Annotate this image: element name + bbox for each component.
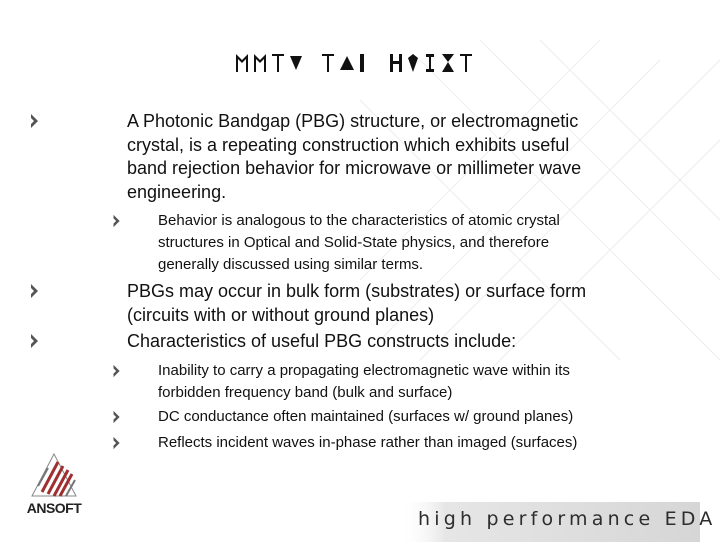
bullet-arrow-icon [112, 364, 122, 378]
bullet-text-line: PBGs may occur in bulk form (substrates) or surface form [127, 281, 587, 301]
bullet-text-line: Characteristics of useful PBG constructs include: [127, 331, 517, 351]
logo-mark-icon [14, 452, 94, 500]
bullet-text-line: Reflects incident waves in-phase rather than imaged (surfaces) [158, 434, 578, 451]
bullet-text-line: engineering. [127, 181, 227, 202]
bullet-text-line: crystal, is a repeating construction which exhibits useful [127, 134, 570, 155]
bullet-arrow-icon [30, 283, 40, 299]
ansoft-logo [14, 452, 94, 524]
footer-tagline: high performance EDA [418, 508, 717, 530]
bullet-text-line: Inability to carry a propagating electromagnetic wave within its [158, 362, 570, 379]
bullet-text-line: structures in Optical and Solid-State physics, and therefore [158, 234, 550, 251]
bullet-arrow-icon [112, 410, 122, 424]
bullet-arrow-icon [112, 436, 122, 450]
bullet-text-line: band rejection behavior for microwave or millimeter wave [127, 158, 582, 178]
bullet-text-line: (circuits with or without ground planes) [127, 304, 435, 325]
bullet-text-line: DC conductance often maintained (surfaces w/ ground planes) [158, 408, 574, 425]
bullet-arrow-icon [112, 214, 122, 228]
slide-title [0, 46, 720, 87]
bullet-text-line: Behavior is analogous to the characteristics of atomic crystal [158, 212, 560, 229]
title-glyphs [230, 46, 490, 80]
bullet-text-line: generally discussed using similar terms. [158, 256, 424, 273]
bullet-text-line: forbidden frequency band (bulk and surface) [158, 384, 453, 401]
bullet-arrow-icon [30, 333, 40, 349]
bullet-arrow-icon [30, 113, 40, 129]
bullet-text-line: A Photonic Bandgap (PBG) structure, or electromagnetic [127, 111, 579, 131]
logo-text: ANSOFT [26, 500, 82, 516]
